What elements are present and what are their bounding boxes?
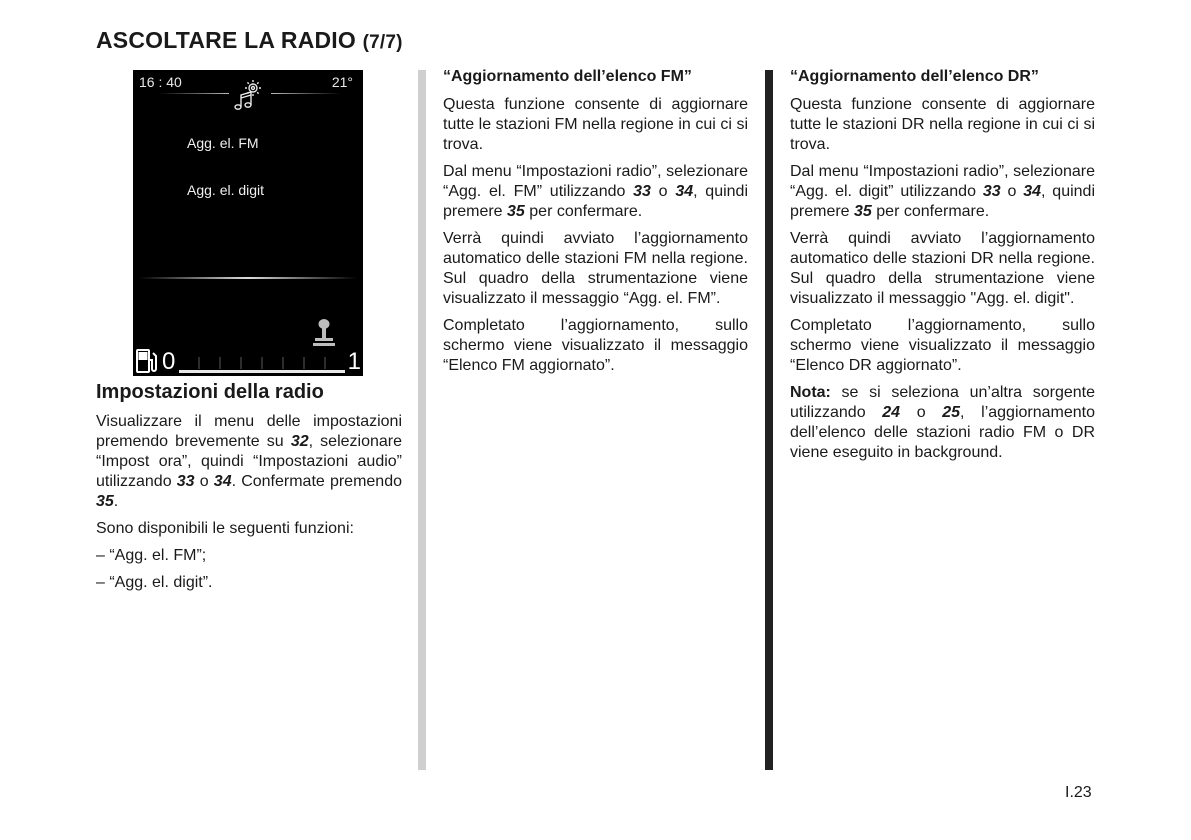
button-number: 24: [882, 404, 901, 421]
column-divider-light: [418, 70, 426, 770]
paragraph: [96, 412, 402, 512]
gear-lever-icon: [313, 318, 335, 348]
column-divider-dark: [765, 70, 773, 770]
heading-fm-list-update: “Aggiornamento dell’elenco FM”: [443, 68, 692, 85]
button-number: 35: [854, 203, 872, 220]
button-number: 33: [176, 473, 195, 490]
middle-column-text: [443, 95, 748, 383]
header-line-right: [271, 93, 341, 94]
button-number: 32: [290, 433, 309, 450]
button-number: 34: [1023, 183, 1041, 200]
text-span: o: [1000, 183, 1024, 200]
text-span: . Confermate premendo: [231, 473, 403, 490]
text-span: o: [194, 473, 214, 490]
list-item: – “Agg. el. FM”;: [96, 547, 207, 564]
fuel-min-label: 0: [162, 348, 176, 375]
paragraph: Questa funzione consente di aggiornare tutte le stazioni FM nella regione in cui ci si trova.: [443, 96, 748, 153]
text-span: , l’aggiornamento dell’elenco delle stazioni radio FM o DR viene eseguito in background.: [790, 404, 1095, 461]
text-span: , quindi premere: [443, 183, 749, 220]
button-number: 34: [213, 473, 232, 490]
button-number: 34: [675, 183, 694, 200]
display-time: 16 : 40: [139, 74, 182, 90]
paragraph: Verrà quindi avviato l’aggiornamento automatico delle stazioni FM nella regione. Sul quadro della strumentazione viene visualizzato il messaggio “Agg. el. FM”.: [443, 230, 748, 307]
text-span: se si seleziona un’altra sorgente utilizzando: [790, 384, 1095, 421]
text-span: Visualizzare il menu delle impostazioni premendo brevemente su: [96, 413, 402, 450]
page-title: [96, 27, 403, 54]
note-paragraph: [790, 383, 1095, 463]
text-span: .: [113, 493, 119, 510]
left-column-text: [96, 412, 402, 600]
right-column-text: [790, 95, 1095, 470]
display-temperature: 21°: [331, 74, 353, 90]
text-span: per confermare.: [871, 203, 990, 220]
paragraph: Completato l’aggiornamento, sullo schermo viene visualizzato il messaggio “Elenco FM aggiornato”.: [443, 317, 748, 374]
paragraph: Questa funzione consente di aggiornare tutte le stazioni DR nella regione in cui ci si trova.: [790, 96, 1095, 153]
fuel-max-label: 1: [347, 348, 361, 375]
button-number: 33: [633, 183, 651, 200]
fuel-pump-icon: [135, 348, 159, 374]
text-span: Dal menu “Impostazioni radio”, selezionare “Agg. el. digit” utilizzando: [790, 163, 1095, 200]
text-span: Dal menu “Impostazioni radio”, selezionare “Agg. el. FM” utilizzando: [443, 163, 748, 200]
paragraph: [443, 162, 748, 222]
text-span: , selezionare “Impost ora”, quindi “Impostazioni audio” utilizzando: [96, 433, 403, 490]
fuel-gauge-bar: [179, 370, 345, 373]
button-number: 35: [96, 493, 114, 510]
text-span: o: [900, 404, 943, 421]
section-heading-radio-settings: Impostazioni della radio: [96, 381, 324, 403]
text-span: o: [650, 183, 676, 200]
paragraph: Completato l’aggiornamento, sullo schermo viene visualizzato il messaggio “Elenco DR aggiornato”.: [790, 317, 1095, 374]
button-number: 35: [507, 203, 525, 220]
paragraph: Verrà quindi avviato l’aggiornamento automatico delle stazioni DR nella regione. Sul quadro della strumentazione viene visualizzato il messaggio "Agg. el. digit".: [790, 230, 1095, 307]
display-separator: [139, 277, 357, 279]
text-span: per confermare.: [524, 203, 643, 220]
fuel-gauge-ticks: [179, 357, 345, 369]
button-number: 33: [982, 183, 1001, 200]
paragraph: [790, 162, 1095, 222]
text-span: , quindi premere: [790, 183, 1095, 220]
paragraph: Sono disponibili le seguenti funzioni:: [96, 520, 354, 537]
radio-display-screen: [133, 70, 363, 376]
page-title-text: ASCOLTARE LA RADIO: [96, 27, 356, 53]
music-settings-icon: [231, 78, 265, 112]
menu-item-agg-el-digit[interactable]: Agg. el. digit: [187, 182, 265, 198]
button-number: 25: [942, 404, 961, 421]
header-line-left: [159, 93, 229, 94]
page-number: I.23: [1065, 784, 1092, 801]
heading-dr-list-update: “Aggiornamento dell’elenco DR”: [790, 68, 1039, 85]
page-title-part: (7/7): [362, 32, 403, 53]
list-item: – “Agg. el. digit”.: [96, 574, 213, 591]
menu-item-agg-el-fm[interactable]: Agg. el. FM: [187, 135, 259, 151]
note-label: Nota:: [790, 384, 831, 401]
